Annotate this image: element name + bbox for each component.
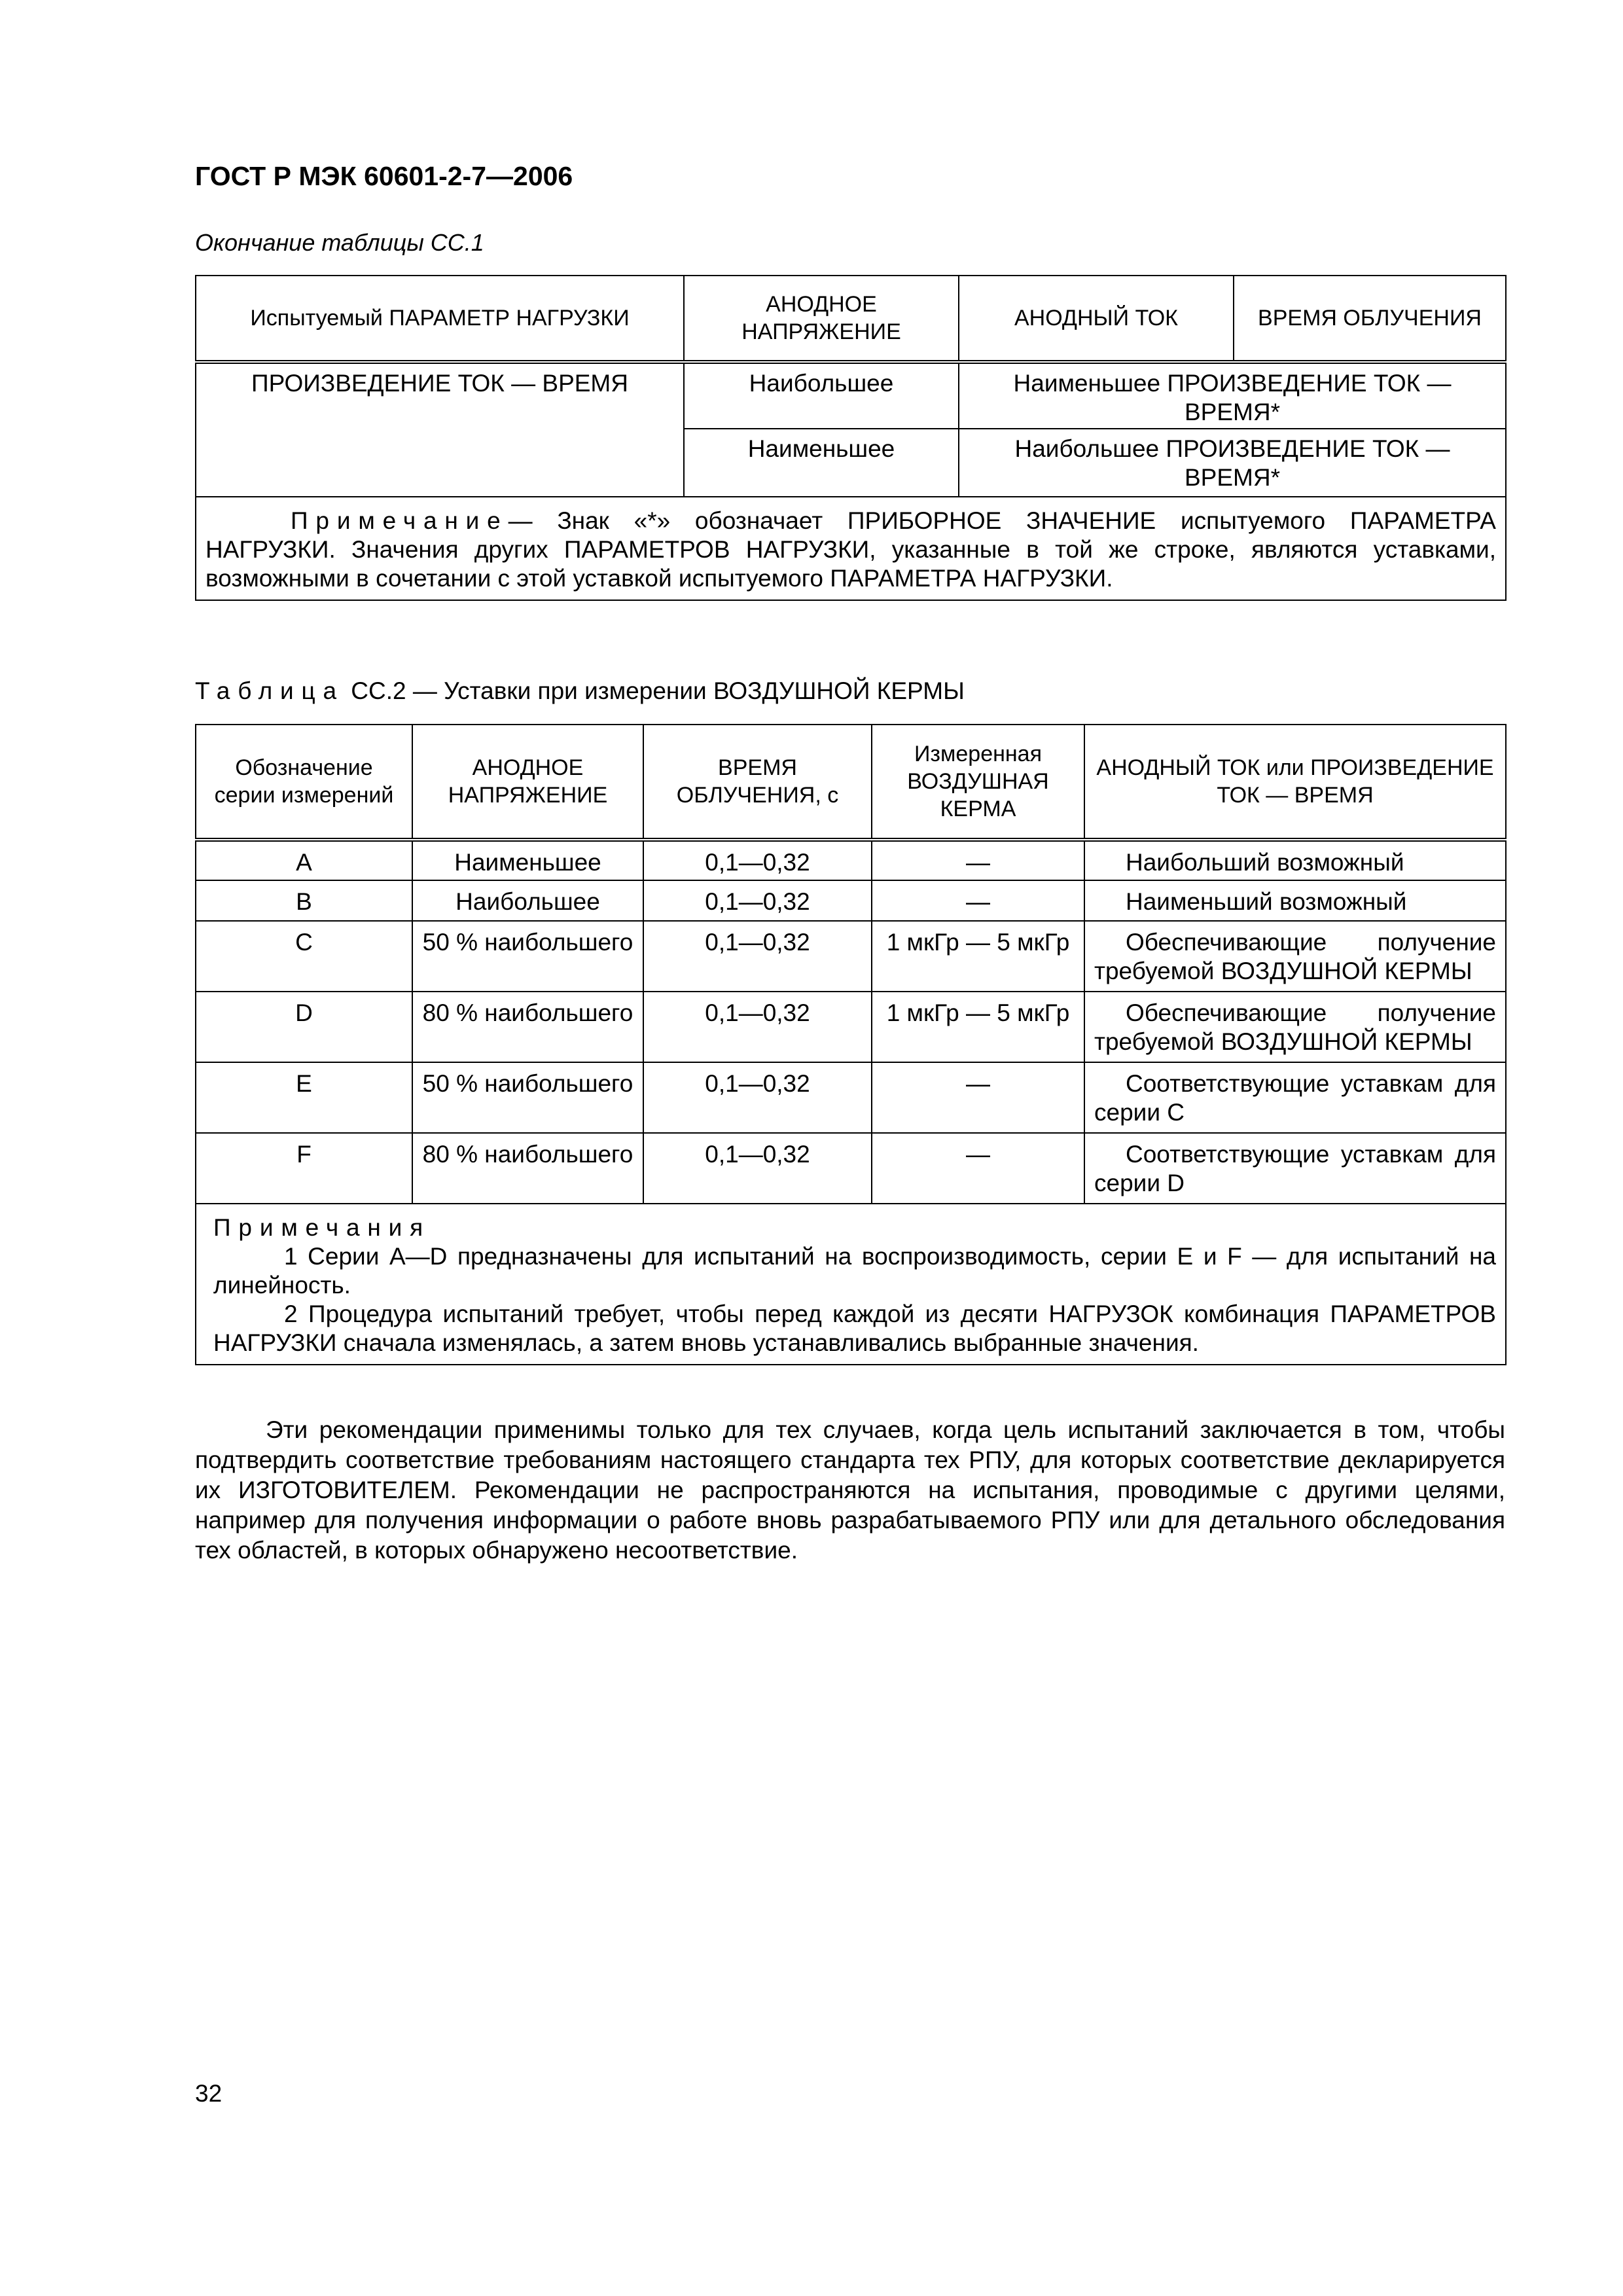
current-line-2: требуемой ВОЗДУШНОЙ КЕРМЫ bbox=[1094, 958, 1472, 984]
kerma-cell: 1 мкГр — 5 мкГр bbox=[872, 921, 1084, 992]
kerma-cell: — bbox=[872, 1062, 1084, 1133]
page-number: 32 bbox=[195, 2080, 223, 2107]
time-cell: 0,1—0,32 bbox=[643, 921, 872, 992]
table2-header-kerma: Измеренная ВОЗДУШНАЯ КЕРМА bbox=[872, 725, 1084, 840]
current-line-1: Соответствующие уставкам для bbox=[1126, 1141, 1496, 1168]
current-cell bbox=[1084, 921, 1506, 992]
current-cell: Наименьший возможный bbox=[1084, 880, 1506, 921]
current-cell bbox=[1084, 992, 1506, 1062]
table1-header-voltage: АНОДНОЕ НАПРЯЖЕНИЕ bbox=[684, 276, 959, 362]
table1-header-param: Испытуемый ПАРАМЕТР НАГРУЗКИ bbox=[196, 276, 684, 362]
kerma-cell: — bbox=[872, 840, 1084, 880]
current-cell: Наибольший возможный bbox=[1084, 840, 1506, 880]
series-cell: A bbox=[196, 840, 412, 880]
current-line-2: серии D bbox=[1094, 1170, 1185, 1196]
kerma-cell: — bbox=[872, 880, 1084, 921]
table2-header-current: АНОДНЫЙ ТОК или ПРОИЗВЕДЕНИЕ ТОК — ВРЕМЯ bbox=[1084, 725, 1506, 840]
body-paragraph: Эти рекомендации применимы только для тех случаев, когда цель испытаний заключается в том, чтобы подтвердить соответствие требованиям настоящего стандарта тех РПУ, для которых соответствие декларируется их ИЗГОТОВИТЕЛЕМ. Рекомендации не распространяются на испытания, проводимые с другими целями, например для получения информации о работе вновь разрабатываемого РПУ или для детального обследования тех областей, в которых обнаружено несоответствие. bbox=[195, 1416, 1505, 1564]
kerma-cell: — bbox=[872, 1133, 1084, 1204]
current-line-2: серии C bbox=[1094, 1099, 1185, 1126]
table2-header-row bbox=[196, 725, 1506, 840]
table2-notes-label bbox=[213, 1213, 1496, 1242]
table1-note-text bbox=[205, 507, 1496, 593]
current-line-1: Соответствующие уставкам для bbox=[1126, 1070, 1496, 1097]
voltage-cell: 50 % наибольшего bbox=[412, 921, 643, 992]
voltage-cell: 80 % наибольшего bbox=[412, 992, 643, 1062]
table2-caption bbox=[195, 677, 965, 705]
table-row bbox=[196, 1062, 1506, 1133]
table1-note-body: — Знак «*» обозначает ПРИБОРНОЕ ЗНАЧЕНИЕ испытуемого ПАРАМЕТРА НАГРУЗКИ. Значения других ПАРАМЕТРОВ НАГРУЗКИ, указанные в той же строке, являются уставками, возможными в сочетании с этой уставкой испытуемого ПАРАМЕТРА НАГРУЗКИ. bbox=[205, 507, 1496, 592]
voltage-cell: 50 % наибольшего bbox=[412, 1062, 643, 1133]
series-cell: E bbox=[196, 1062, 412, 1133]
series-cell: C bbox=[196, 921, 412, 992]
table-row bbox=[196, 840, 1506, 880]
table-row bbox=[196, 362, 1506, 429]
table-row bbox=[196, 992, 1506, 1062]
table-cc1-end bbox=[195, 275, 1507, 601]
table1-voltage-cell: Наименьшее bbox=[684, 429, 959, 497]
table-row bbox=[196, 921, 1506, 992]
table2-header-voltage: АНОДНОЕ НАПРЯЖЕНИЕ bbox=[412, 725, 643, 840]
table2-header-time: ВРЕМЯ ОБЛУЧЕНИЯ, с bbox=[643, 725, 872, 840]
table1-note-label: Примечание bbox=[291, 507, 508, 534]
table-cc2 bbox=[195, 724, 1507, 1365]
table2-note-2: 2 Процедура испытаний требует, чтобы перед каждой из десяти НАГРУЗОК комбинация ПАРАМЕТРОВ НАГРУЗКИ сначала изменялась, а затем вновь устанавливались выбранные значения. bbox=[213, 1300, 1496, 1356]
current-line-1: Обеспечивающие получение bbox=[1126, 929, 1496, 956]
table1-note-row bbox=[196, 497, 1506, 600]
current-cell bbox=[1084, 1062, 1506, 1133]
table1-param-cell: ПРОИЗВЕДЕНИЕ ТОК — ВРЕМЯ bbox=[196, 362, 684, 497]
table-row bbox=[196, 1133, 1506, 1204]
series-cell: F bbox=[196, 1133, 412, 1204]
series-cell: B bbox=[196, 880, 412, 921]
time-cell: 0,1—0,32 bbox=[643, 840, 872, 880]
time-cell: 0,1—0,32 bbox=[643, 992, 872, 1062]
current-line-1: Обеспечивающие получение bbox=[1126, 999, 1496, 1026]
table1-header-current: АНОДНЫЙ ТОК bbox=[959, 276, 1234, 362]
series-cell: D bbox=[196, 992, 412, 1062]
table2-header-series: Обозначение серии измерений bbox=[196, 725, 412, 840]
table1-note bbox=[196, 497, 1506, 600]
table2-notes bbox=[196, 1204, 1506, 1365]
table2-caption-label: Таблица bbox=[195, 677, 344, 704]
table2-notes-row bbox=[196, 1204, 1506, 1365]
document-header: ГОСТ Р МЭК 60601-2-7—2006 bbox=[195, 161, 573, 191]
table1-caption: Окончание таблицы СС.1 bbox=[195, 229, 484, 256]
table1-header-time: ВРЕМЯ ОБЛУЧЕНИЯ bbox=[1234, 276, 1506, 362]
table1-value-cell: Наибольшее ПРОИЗВЕДЕНИЕ ТОК — ВРЕМЯ* bbox=[959, 429, 1506, 497]
table2-note-1: 1 Серии A—D предназначены для испытаний на воспроизводимость, серии E и F — для испытаний на линейность. bbox=[213, 1243, 1496, 1299]
table2-caption-text: СС.2 — Уставки при измерении ВОЗДУШНОЙ КЕРМЫ bbox=[351, 677, 965, 704]
voltage-cell: Наименьшее bbox=[412, 840, 643, 880]
voltage-cell: Наибольшее bbox=[412, 880, 643, 921]
notes-label-text: Примечания bbox=[213, 1214, 431, 1241]
time-cell: 0,1—0,32 bbox=[643, 880, 872, 921]
current-line-2: требуемой ВОЗДУШНОЙ КЕРМЫ bbox=[1094, 1028, 1472, 1055]
time-cell: 0,1—0,32 bbox=[643, 1062, 872, 1133]
table1-voltage-cell: Наибольшее bbox=[684, 362, 959, 429]
voltage-cell: 80 % наибольшего bbox=[412, 1133, 643, 1204]
table-row bbox=[196, 880, 1506, 921]
table1-value-cell: Наименьшее ПРОИЗВЕДЕНИЕ ТОК — ВРЕМЯ* bbox=[959, 362, 1506, 429]
current-cell bbox=[1084, 1133, 1506, 1204]
table1-header-row bbox=[196, 276, 1506, 362]
kerma-cell: 1 мкГр — 5 мкГр bbox=[872, 992, 1084, 1062]
time-cell: 0,1—0,32 bbox=[643, 1133, 872, 1204]
